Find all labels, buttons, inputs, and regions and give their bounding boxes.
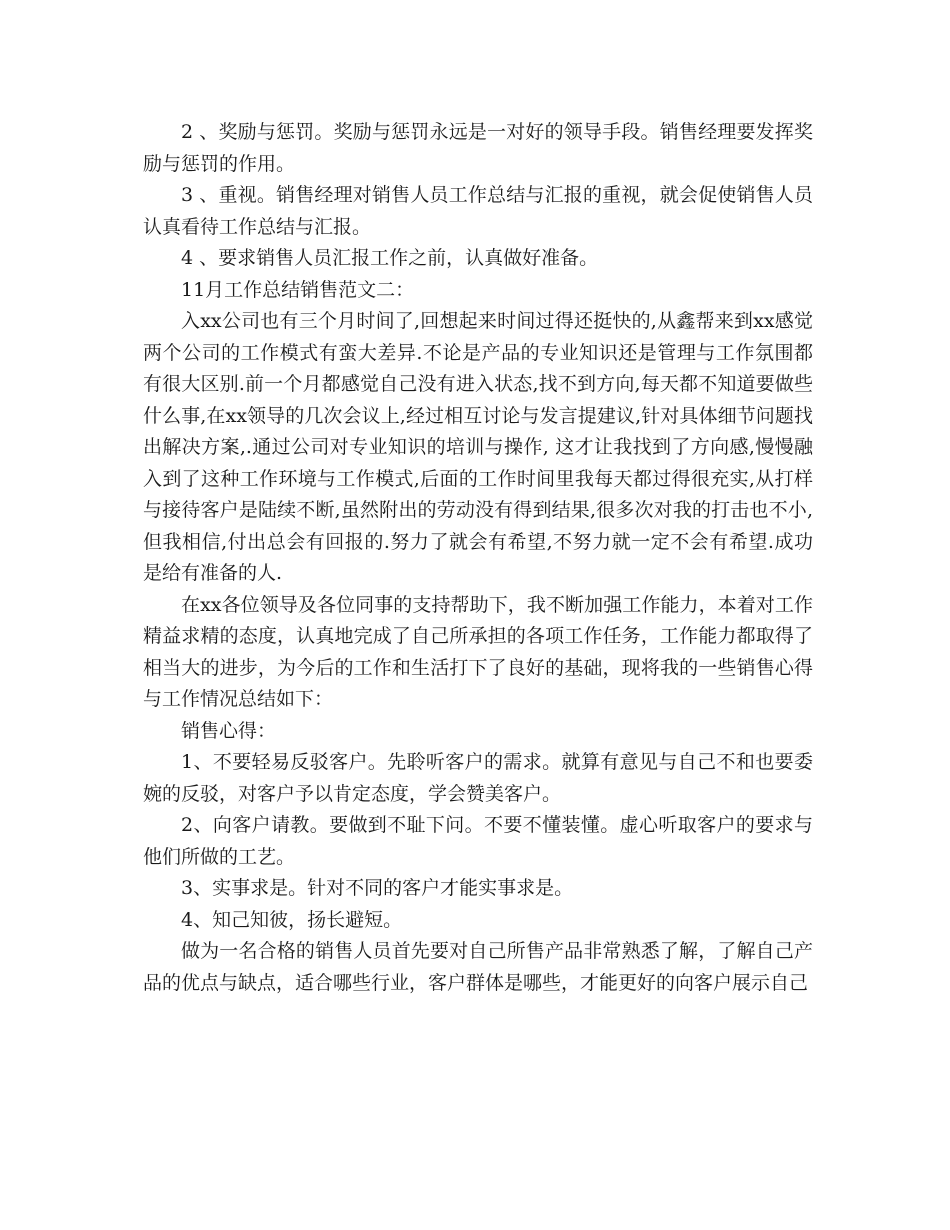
section-heading-sales-insights: 销售心得： bbox=[181, 719, 277, 742]
paragraph-reward-punishment: 2 、奖励与惩罚。奖励与惩罚永远是一对好的领导手段。销售经理要发挥奖励与惩罚的作用。 bbox=[143, 121, 813, 175]
document-body bbox=[143, 117, 813, 999]
paragraph-attention: 3 、重视。销售经理对销售人员工作总结与汇报的重视，就会促使销售人员认真看待工作总结与汇报。 bbox=[143, 184, 813, 238]
paragraph-preparation: 4 、要求销售人员汇报工作之前，认真做好准备。 bbox=[181, 247, 599, 269]
list-item-2: 2、向客户请教。要做到不耻下问。不要不懂装懂。虚心听取客户的要求与他们所做的工艺。 bbox=[143, 814, 813, 868]
paragraph-joining-company: 入xx公司也有三个月时间了,回想起来时间过得还挺快的,从鑫帮来到xx感觉两个公司的工作模式有蛮大差异.不论是产品的专业知识还是管理与工作氛围都有很大区别.前一个月都感觉自己没有进入状态,找不到方向,每天都不知道要做些什么事,在xx领导的几次会议上,经过相互讨论与发言提建议,针对具体细节问题找出解决方案,.通过公司对专业知识的培训与操作, 这才让我找到了方向感,慢慢融入到了这种工作环境与工作模式,后面的工作时间里我每天都过得很充实,从打样与接待客户是陆续不断,虽然附出的劳动没有得到结果,很多次对我的打击也不小,但我相信,付出总会有回报的.努力了就会有希望,不努力就一定不会有希望.成功是给有准备的人. bbox=[143, 310, 813, 584]
list-item-1: 1、不要轻易反驳客户。先聆听客户的需求。就算有意见与自己不和也要委婉的反驳，对客户予以肯定态度，学会赞美客户。 bbox=[143, 751, 813, 805]
list-item-4: 4、知己知彼，扬长避短。 bbox=[181, 908, 403, 931]
paragraph-progress: 在xx各位领导及各位同事的支持帮助下，我不断加强工作能力，本着对工作精益求精的态度，认真地完成了自己所承担的各项工作任务，工作能力都取得了相当大的进步，为今后的工作和生活打下了良好的基础，现将我的一些销售心得与工作情况总结如下： bbox=[143, 593, 813, 710]
paragraph-product-knowledge: 做为一名合格的销售人员首先要对自己所售产品非常熟悉了解，了解自己产品的优点与缺点，适合哪些行业，客户群体是哪些，才能更好的向客户展示自己 bbox=[143, 940, 813, 994]
section-heading-sample-two: 11月工作总结销售范文二： bbox=[181, 278, 415, 301]
list-item-3: 3、实事求是。针对不同的客户才能实事求是。 bbox=[181, 877, 574, 899]
